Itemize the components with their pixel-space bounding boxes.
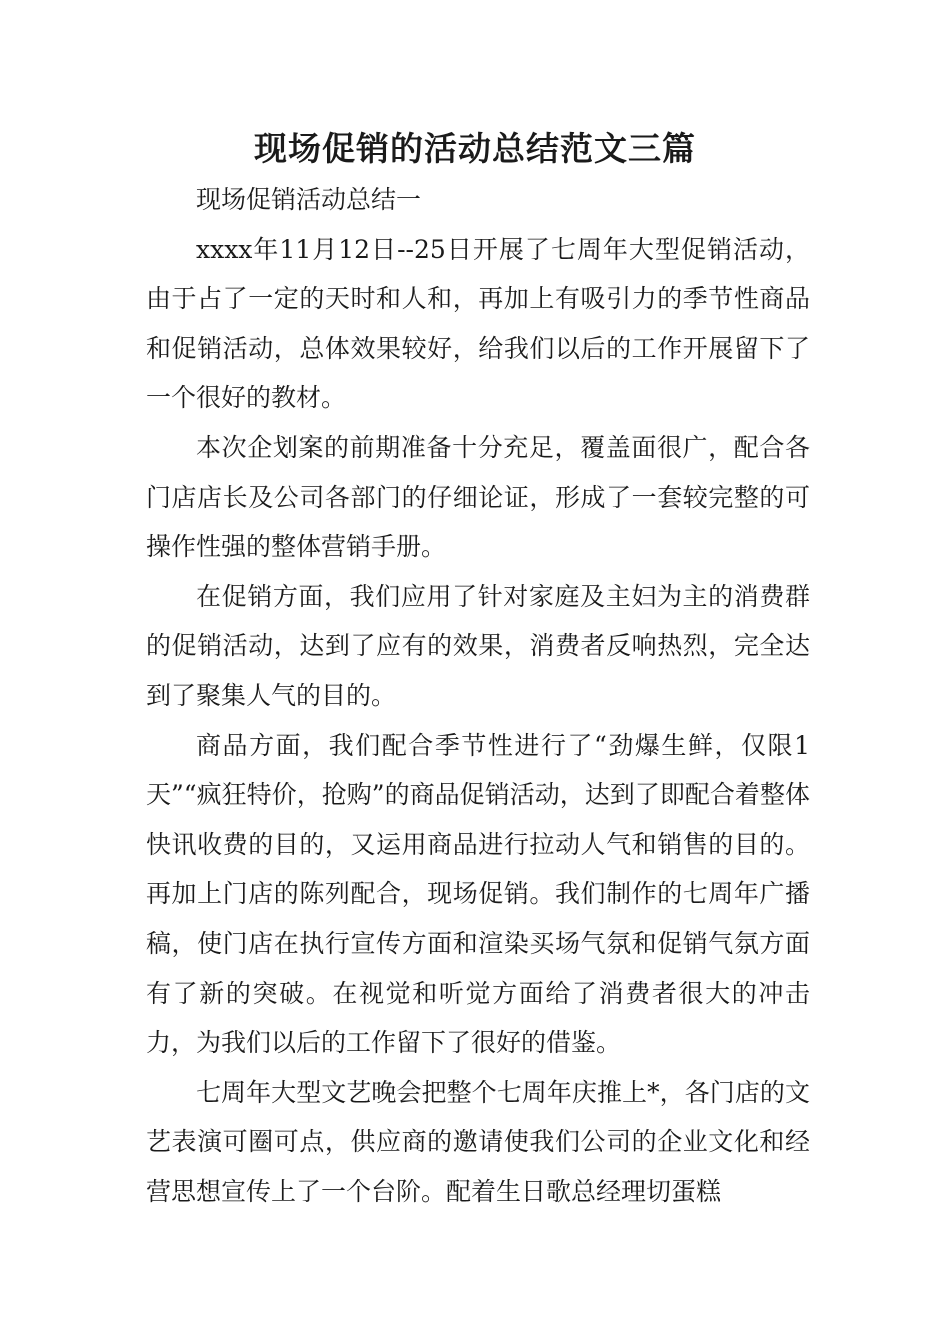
document-body	[146, 175, 810, 1216]
paragraph: 商品方面，我们配合季节性进行了“劲爆生鲜，仅限1天”“疯狂特价，抢购”的商品促销活动，达到了即配合着整体快讯收费的目的，又运用商品进行拉动人气和销售的目的。再加上门店的陈列配合，现场促销。我们制作的七周年广播稿，使门店在执行宣传方面和渲染买场气氛和促销气氛方面有了新的突破。在视觉和听觉方面给了消费者很大的冲击力，为我们以后的工作留下了很好的借鉴。	[146, 730, 810, 1058]
document-title: 现场促销的活动总结范文三篇	[254, 129, 696, 168]
paragraph: 七周年大型文艺晚会把整个七周年庆推上*，各门店的文艺表演可圈可点，供应商的邀请使我们公司的企业文化和经营思想宣传上了一个台阶。配着生日歌总经理切蛋糕	[146, 1077, 810, 1206]
section-heading: 现场促销活动总结一	[196, 185, 422, 214]
paragraph: xxxx年11月12日--25日开展了七周年大型促销活动，由于占了一定的天时和人和，再加上有吸引力的季节性商品和促销活动，总体效果较好，给我们以后的工作开展留下了一个很好的教材。	[146, 234, 810, 413]
paragraph: 在促销方面，我们应用了针对家庭及主妇为主的消费群的促销活动，达到了应有的效果，消费者反响热烈，完全达到了聚集人气的目的。	[146, 581, 810, 710]
paragraph: 本次企划案的前期准备十分充足，覆盖面很广，配合各门店店长及公司各部门的仔细论证，形成了一套较完整的可操作性强的整体营销手册。	[146, 432, 810, 562]
